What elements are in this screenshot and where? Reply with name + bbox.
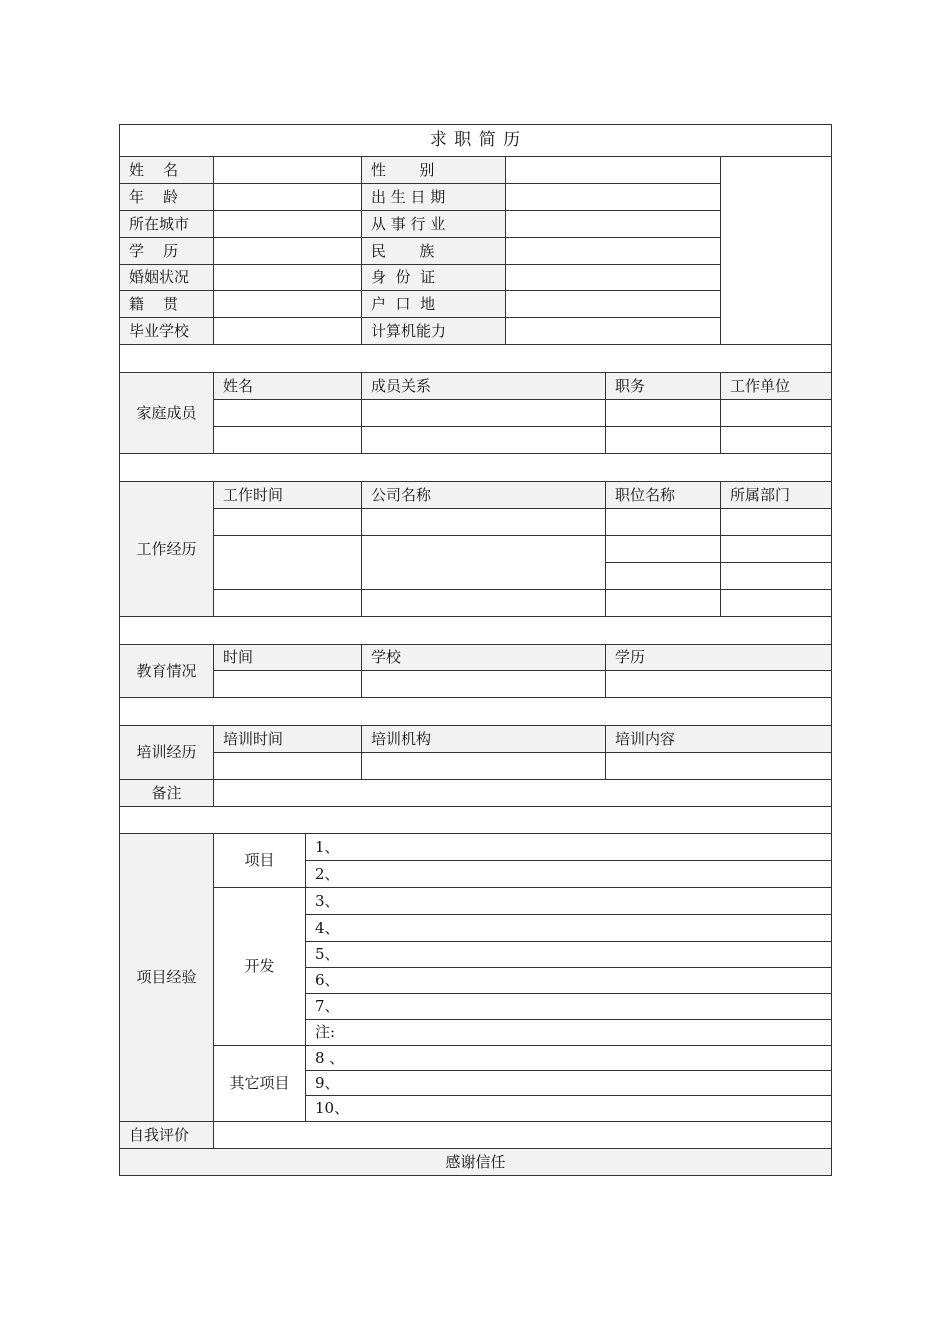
education-cell[interactable]	[214, 671, 362, 698]
work-cell[interactable]	[606, 563, 721, 590]
work-header-title: 职位名称	[606, 482, 721, 509]
training-header-institution: 培训机构	[362, 726, 606, 753]
project-line[interactable]: 3、	[306, 888, 831, 915]
value-age[interactable]	[214, 184, 362, 211]
work-cell[interactable]	[721, 590, 831, 617]
work-section-label: 工作经历	[120, 482, 214, 617]
education-header-degree: 学历	[606, 645, 831, 671]
project-line[interactable]: 6、	[306, 968, 831, 994]
label-birth-date: 出 生 日 期	[362, 184, 506, 211]
spacer-row	[120, 454, 831, 482]
work-cell[interactable]	[606, 509, 721, 536]
value-hukou[interactable]	[506, 291, 721, 318]
training-header-time: 培训时间	[214, 726, 362, 753]
projects-section-label: 项目经验	[120, 834, 214, 1122]
project-note[interactable]: 注:	[306, 1020, 831, 1046]
family-cell[interactable]	[606, 400, 721, 427]
self-eval-label: 自我评价	[120, 1122, 214, 1149]
label-education: 学 历	[120, 238, 214, 265]
work-cell[interactable]	[721, 563, 831, 590]
family-cell[interactable]	[721, 400, 831, 427]
project-group-label: 其它项目	[214, 1046, 306, 1122]
family-cell[interactable]	[214, 400, 362, 427]
value-education[interactable]	[214, 238, 362, 265]
label-id-card: 身 份 证	[362, 265, 506, 291]
work-header-company: 公司名称	[362, 482, 606, 509]
work-cell[interactable]	[214, 536, 362, 590]
training-cell[interactable]	[214, 753, 362, 780]
label-city: 所在城市	[120, 211, 214, 238]
training-cell[interactable]	[362, 753, 606, 780]
family-cell[interactable]	[362, 427, 606, 454]
value-native-place[interactable]	[214, 291, 362, 318]
self-eval-field[interactable]	[214, 1122, 831, 1149]
work-header-time: 工作时间	[214, 482, 362, 509]
resume-title: 求 职 简 历	[120, 125, 831, 157]
spacer-row	[120, 345, 831, 373]
label-industry: 从 事 行 业	[362, 211, 506, 238]
spacer-row	[120, 617, 831, 645]
work-cell[interactable]	[721, 509, 831, 536]
education-header-school: 学校	[362, 645, 606, 671]
value-gender[interactable]	[506, 157, 721, 184]
education-section-label: 教育情况	[120, 645, 214, 698]
value-city[interactable]	[214, 211, 362, 238]
training-header-content: 培训内容	[606, 726, 831, 753]
value-school[interactable]	[214, 318, 362, 345]
remarks-field[interactable]	[214, 780, 831, 807]
project-line[interactable]: 7、	[306, 994, 831, 1020]
label-native-place: 籍 贯	[120, 291, 214, 318]
family-section-label: 家庭成员	[120, 373, 214, 454]
value-name[interactable]	[214, 157, 362, 184]
education-cell[interactable]	[606, 671, 831, 698]
photo-box[interactable]	[721, 157, 831, 345]
project-line[interactable]: 8 、	[306, 1046, 831, 1071]
work-header-department: 所属部门	[721, 482, 831, 509]
project-group-label: 项目	[214, 834, 306, 888]
work-cell[interactable]	[214, 590, 362, 617]
remarks-label: 备注	[120, 780, 214, 807]
work-cell[interactable]	[362, 590, 606, 617]
project-line[interactable]: 2、	[306, 861, 831, 888]
value-industry[interactable]	[506, 211, 721, 238]
training-cell[interactable]	[606, 753, 831, 780]
value-id-card[interactable]	[506, 265, 721, 291]
project-line[interactable]: 1、	[306, 834, 831, 861]
label-age: 年 龄	[120, 184, 214, 211]
training-section-label: 培训经历	[120, 726, 214, 780]
value-ethnicity[interactable]	[506, 238, 721, 265]
project-line[interactable]: 9、	[306, 1071, 831, 1096]
family-cell[interactable]	[721, 427, 831, 454]
value-marital[interactable]	[214, 265, 362, 291]
resume-table	[119, 124, 832, 1176]
family-header-relation: 成员关系	[362, 373, 606, 400]
spacer-row	[120, 807, 831, 834]
work-cell[interactable]	[214, 509, 362, 536]
value-birth-date[interactable]	[506, 184, 721, 211]
spacer-row	[120, 698, 831, 726]
family-header-employer: 工作单位	[721, 373, 831, 400]
project-line[interactable]: 4、	[306, 915, 831, 942]
work-cell[interactable]	[606, 536, 721, 563]
work-cell[interactable]	[362, 509, 606, 536]
label-hukou: 户 口 地	[362, 291, 506, 318]
work-cell[interactable]	[721, 536, 831, 563]
label-name: 姓 名	[120, 157, 214, 184]
work-cell[interactable]	[606, 590, 721, 617]
label-marital: 婚姻状况	[120, 265, 214, 291]
education-header-time: 时间	[214, 645, 362, 671]
family-header-name: 姓名	[214, 373, 362, 400]
project-line[interactable]: 10、	[306, 1096, 831, 1122]
family-cell[interactable]	[606, 427, 721, 454]
label-computer-skill: 计算机能力	[362, 318, 506, 345]
education-cell[interactable]	[362, 671, 606, 698]
work-cell[interactable]	[362, 536, 606, 590]
project-group-label: 开发	[214, 888, 306, 1046]
footer-thanks: 感谢信任	[120, 1149, 831, 1175]
value-computer-skill[interactable]	[506, 318, 721, 345]
family-cell[interactable]	[214, 427, 362, 454]
project-line[interactable]: 5、	[306, 942, 831, 968]
label-gender: 性 别	[362, 157, 506, 184]
family-cell[interactable]	[362, 400, 606, 427]
label-school: 毕业学校	[120, 318, 214, 345]
label-ethnicity: 民 族	[362, 238, 506, 265]
family-header-position: 职务	[606, 373, 721, 400]
